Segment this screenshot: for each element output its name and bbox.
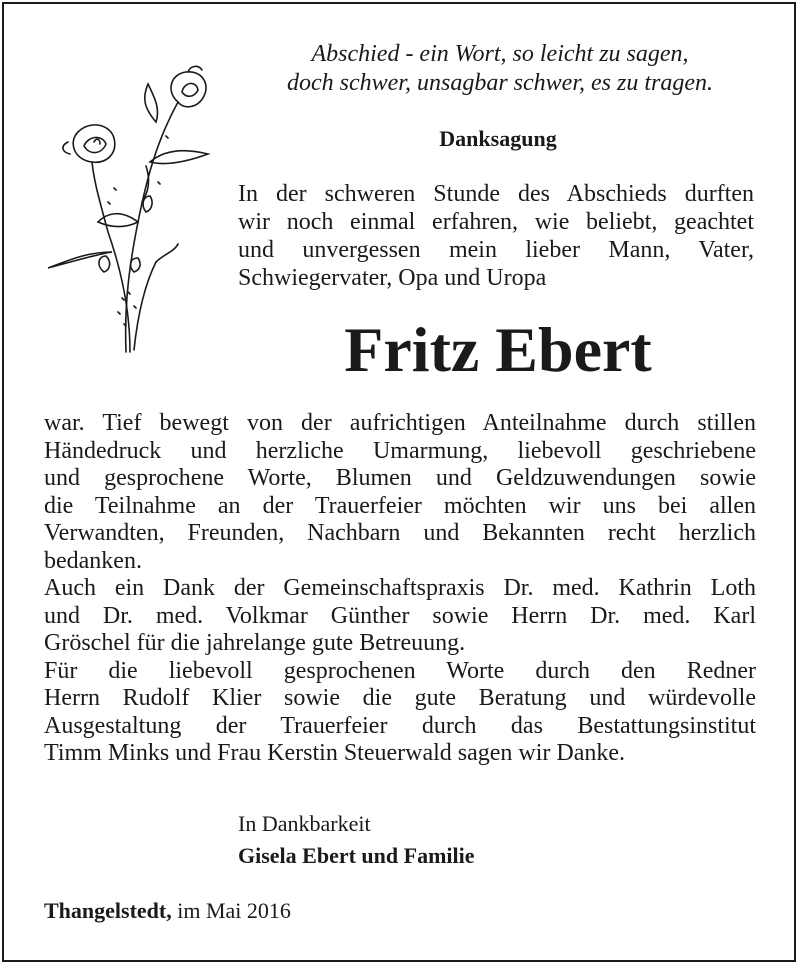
quote-line-1: Abschied - ein Wort, so leicht zu sagen, (311, 41, 689, 67)
signature: Gisela Ebert und Familie (238, 843, 475, 868)
body-line: Gröschel für die jahrelange gute Betreuung. (44, 630, 466, 656)
deceased-name: Fritz Ebert (344, 314, 652, 385)
body-line: und Dr. med. Volkmar Günther sowie Herrn Dr. med. Karl (44, 602, 756, 629)
opening-quote (230, 40, 770, 98)
intro-line: und unvergessen mein lieber Mann, Vater, (238, 237, 754, 263)
closing-block (238, 808, 475, 872)
body-line: Händedruck und herzliche Umarmung, liebevoll geschriebene (44, 437, 756, 464)
closing-line: In Dankbarkeit (238, 811, 371, 836)
quote-line-2: doch schwer, unsagbar schwer, es zu tragen. (287, 70, 713, 96)
body-line: Herrn Rudolf Klier sowie die gute Beratung und würdevolle (44, 685, 756, 711)
date-text: im Mai 2016 (177, 898, 291, 923)
intro-paragraph (238, 180, 754, 292)
place-date (44, 898, 291, 924)
rose-illustration-icon (38, 62, 218, 354)
body-paragraph (44, 410, 756, 768)
body-line: Verwandten, Freunden, Nachbarn und Bekannten recht herzlich (44, 520, 756, 546)
intro-line: Schwiegervater, Opa und Uropa (238, 265, 547, 291)
intro-line: In der schweren Stunde des Abschieds durften (238, 181, 754, 207)
body-line: Für die liebevoll gesprochenen Worte durch den Redner (44, 657, 756, 684)
body-line: und gesprochene Worte, Blumen und Geldzuwendungen sowie (44, 465, 756, 491)
body-line: Timm Minks und Frau Kerstin Steuerwald sagen wir Danke. (44, 740, 626, 766)
body-line: bedanken. (44, 547, 142, 574)
intro-line: wir noch einmal erfahren, wie beliebt, geachtet (238, 209, 754, 235)
body-line: Ausgestaltung der Trauerfeier durch das Bestattungsinstitut (44, 712, 756, 739)
body-line: die Teilnahme an der Trauerfeier möchten wir uns bei allen (44, 492, 756, 519)
body-line: war. Tief bewegt von der aufrichtigen Anteilnahme durch stillen (44, 410, 756, 436)
heading-danksagung: Danksagung (439, 126, 557, 151)
town-name: Thangelstedt, (44, 898, 172, 923)
body-line: Auch ein Dank der Gemeinschaftspraxis Dr. med. Kathrin Loth (44, 575, 756, 601)
